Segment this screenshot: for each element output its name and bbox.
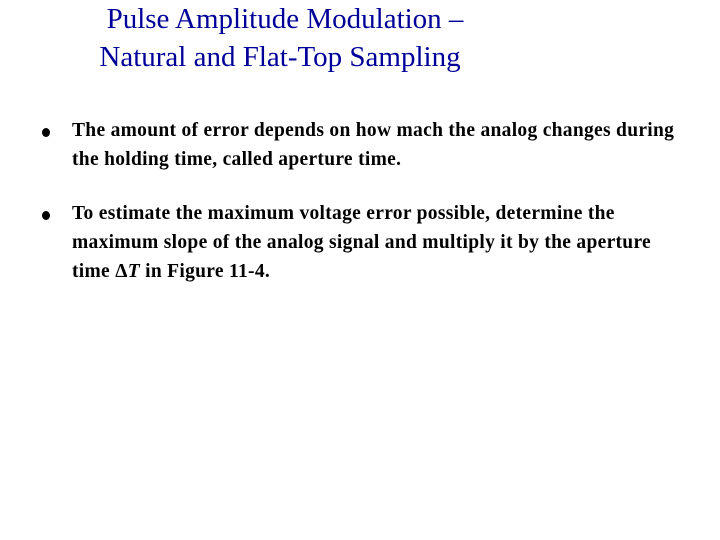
bullet-text-before: To estimate the maximum voltage error possible, determine the maximum slope of the analog signal and multiply it by the aperture time: [72, 203, 652, 282]
bullet-item-voltage-error: [42, 199, 682, 286]
slide-title: [0, 0, 560, 76]
aperture-variable: T: [127, 261, 140, 282]
delta-symbol: Δ: [115, 261, 128, 282]
bullet-text: [72, 199, 682, 286]
title-line-2: Natural and Flat-Top Sampling: [99, 41, 461, 73]
bullet-text: The amount of error depends on how mach the analog changes during the holding time, called aperture time.: [72, 120, 675, 170]
bullet-icon: [42, 128, 50, 137]
bullet-icon: [42, 211, 50, 220]
bullet-text-after: in Figure 11-4.: [139, 261, 271, 282]
title-line-1: Pulse Amplitude Modulation –: [106, 3, 464, 35]
bullet-item-aperture-error: [42, 116, 682, 174]
bullet-list: [42, 116, 682, 286]
